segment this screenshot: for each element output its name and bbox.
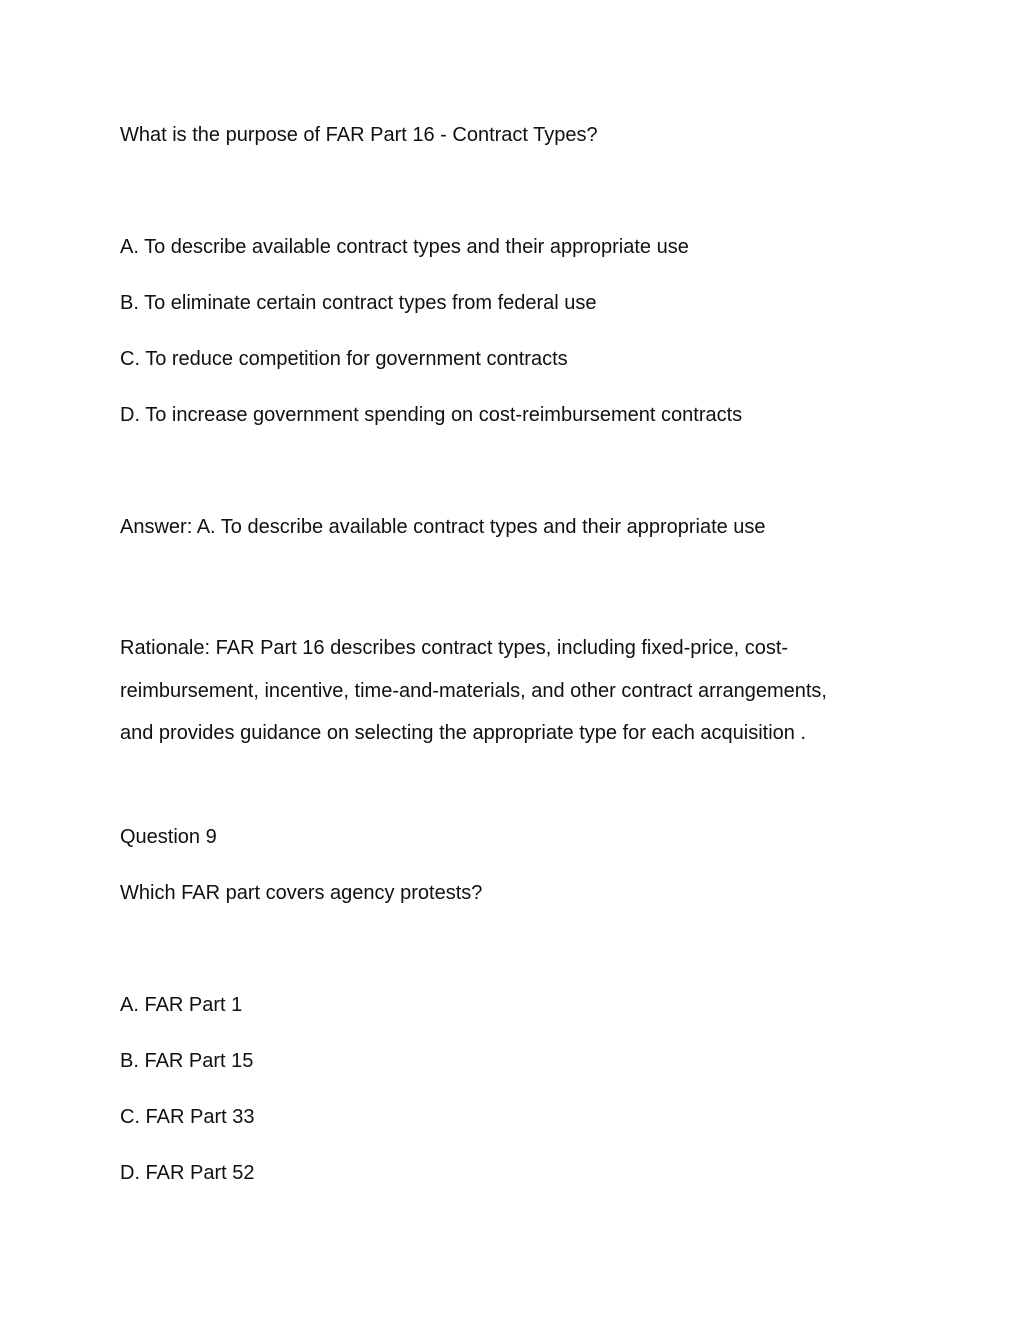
option-c: C. To reduce competition for government contracts bbox=[120, 348, 568, 370]
answer-text: Answer: A. To describe available contract types and their appropriate use bbox=[120, 516, 766, 538]
option-d: D. FAR Part 52 bbox=[120, 1162, 255, 1184]
rationale-line-3: and provides guidance on selecting the appropriate type for each acquisition . bbox=[120, 722, 807, 744]
rationale-line-2: reimbursement, incentive, time-and-materials, and other contract arrangements, bbox=[120, 679, 827, 702]
rationale-line-1: Rationale: FAR Part 16 describes contract types, including fixed-price, cost- bbox=[120, 637, 789, 659]
rationale-paragraph bbox=[120, 627, 910, 755]
option-b: B. To eliminate certain contract types from federal use bbox=[120, 292, 597, 314]
option-c: C. FAR Part 33 bbox=[120, 1106, 255, 1128]
option-d: D. To increase government spending on cost-reimbursement contracts bbox=[120, 404, 743, 426]
question-heading: Question 9 bbox=[120, 826, 217, 848]
question-text: Which FAR part covers agency protests? bbox=[120, 882, 483, 904]
option-a: A. To describe available contract types and their appropriate use bbox=[120, 236, 689, 258]
question-text: What is the purpose of FAR Part 16 - Contract Types? bbox=[120, 124, 598, 146]
option-a: A. FAR Part 1 bbox=[120, 994, 243, 1016]
option-b: B. FAR Part 15 bbox=[120, 1050, 254, 1072]
